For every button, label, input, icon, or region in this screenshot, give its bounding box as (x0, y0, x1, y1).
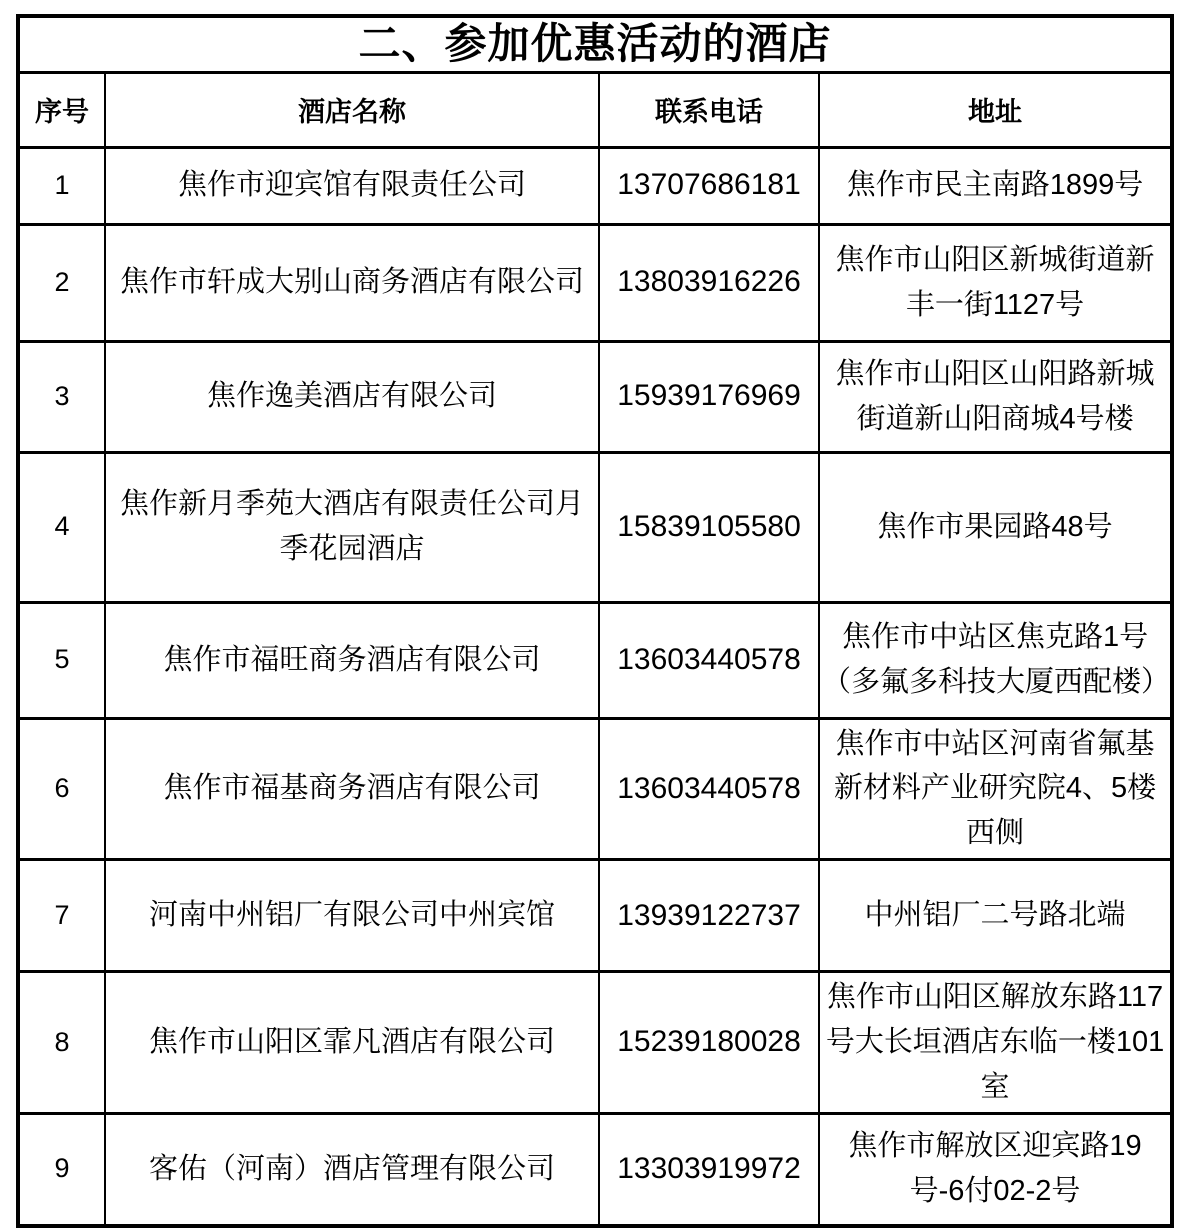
row-number-cell: 9 (18, 1114, 105, 1226)
table-row (18, 341, 1172, 452)
row-number-cell: 6 (18, 718, 105, 860)
row-number-cell: 3 (18, 341, 105, 452)
phone-number-cell: 13603440578 (599, 602, 819, 718)
hotel-name-cell: 焦作市山阳区霏凡酒店有限公司 (105, 972, 599, 1114)
phone-number-cell: 15839105580 (599, 452, 819, 602)
hotel-name-cell: 客佑（河南）酒店管理有限公司 (105, 1114, 599, 1226)
phone-number-cell: 13803916226 (599, 224, 819, 341)
phone-number-cell: 13303919972 (599, 1114, 819, 1226)
hotel-name-cell: 河南中州铝厂有限公司中州宾馆 (105, 860, 599, 972)
hotel-name-cell: 焦作市福旺商务酒店有限公司 (105, 602, 599, 718)
address-cell: 中州铝厂二号路北端 (819, 860, 1172, 972)
column-header-address: 地址 (819, 72, 1172, 147)
hotel-name-cell: 焦作市轩成大别山商务酒店有限公司 (105, 224, 599, 341)
table-row (18, 972, 1172, 1114)
row-number-cell: 5 (18, 602, 105, 718)
table-row (18, 718, 1172, 860)
hotel-name-cell: 焦作市迎宾馆有限责任公司 (105, 147, 599, 224)
column-header-hotel-name: 酒店名称 (105, 72, 599, 147)
phone-number-cell: 15239180028 (599, 972, 819, 1114)
phone-number-cell: 15939176969 (599, 341, 819, 452)
table-row (18, 224, 1172, 341)
row-number-cell: 4 (18, 452, 105, 602)
phone-number-cell: 13939122737 (599, 860, 819, 972)
table-title-row (18, 16, 1172, 72)
table-row (18, 452, 1172, 602)
table-row (18, 602, 1172, 718)
column-header-phone: 联系电话 (599, 72, 819, 147)
address-cell: 焦作市解放区迎宾路19号-6付02-2号 (819, 1114, 1172, 1226)
column-header-no: 序号 (18, 72, 105, 147)
phone-number-cell: 13707686181 (599, 147, 819, 224)
row-number-cell: 7 (18, 860, 105, 972)
hotel-name-cell: 焦作市福基商务酒店有限公司 (105, 718, 599, 860)
table-row (18, 1114, 1172, 1226)
table-title: 二、参加优惠活动的酒店 (18, 16, 1172, 72)
address-cell: 焦作市中站区焦克路1号（多氟多科技大厦西配楼） (819, 602, 1172, 718)
address-cell: 焦作市山阳区新城街道新丰一街1127号 (819, 224, 1172, 341)
table-row (18, 147, 1172, 224)
phone-number-cell: 13603440578 (599, 718, 819, 860)
address-cell: 焦作市民主南路1899号 (819, 147, 1172, 224)
hotel-discount-table (16, 14, 1174, 1228)
table-body (18, 147, 1172, 1226)
table-header-row (18, 72, 1172, 147)
row-number-cell: 1 (18, 147, 105, 224)
address-cell: 焦作市中站区河南省氟基新材料产业研究院4、5楼西侧 (819, 718, 1172, 860)
hotel-name-cell: 焦作逸美酒店有限公司 (105, 341, 599, 452)
address-cell: 焦作市山阳区解放东路117号大长垣酒店东临一楼101室 (819, 972, 1172, 1114)
address-cell: 焦作市山阳区山阳路新城街道新山阳商城4号楼 (819, 341, 1172, 452)
hotel-name-cell: 焦作新月季苑大酒店有限责任公司月季花园酒店 (105, 452, 599, 602)
row-number-cell: 8 (18, 972, 105, 1114)
address-cell: 焦作市果园路48号 (819, 452, 1172, 602)
table-row (18, 860, 1172, 972)
row-number-cell: 2 (18, 224, 105, 341)
